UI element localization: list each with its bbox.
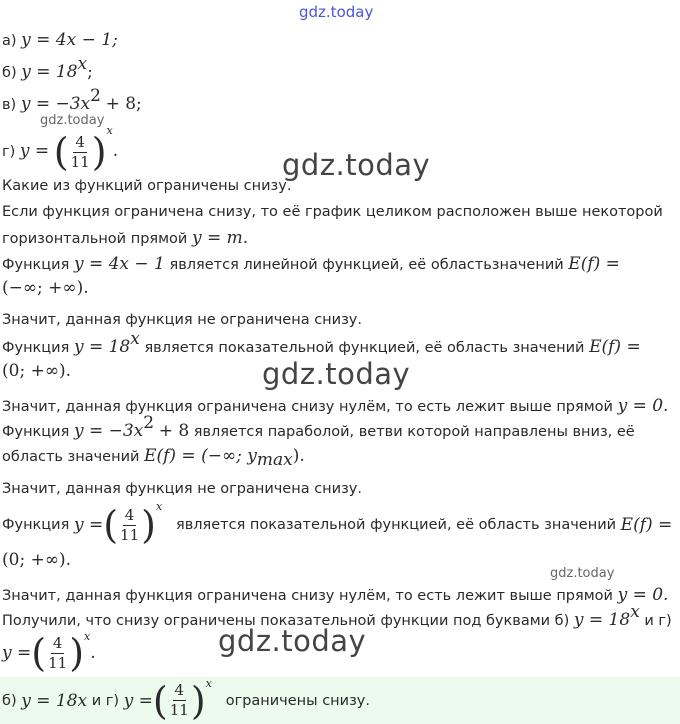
answer-fraction: $\frac{4}{11}$ <box>169 681 189 719</box>
result-line: Получили, что снизу ограничены показательной функции под буквами б) $y = 18^x$ и г) <box>2 602 672 630</box>
item-v-label: в) <box>2 97 17 113</box>
watermark-small-2: gdz.today <box>550 566 615 581</box>
function-3-conclusion: Значит, данная функция не ограничена снизу. <box>2 481 362 497</box>
item-a-expr: y = 4x − 1; <box>21 30 118 50</box>
result-fraction: $\frac{4}{11}$ <box>48 633 68 672</box>
question-text: Какие из функций ограничены снизу. <box>2 178 292 194</box>
watermark-top: gdz.today <box>299 3 374 21</box>
answer-line: б) y = 18 x и г) y = ( $\frac{4}{11}$ ) x ограничены снизу. <box>2 677 370 723</box>
function-4-line: Функция y = ( $\frac{4}{11}$ ) x является показательной функцией, её область значений E(f) = <box>2 500 673 547</box>
item-g-label: г) <box>2 144 16 160</box>
item-b-tail: ; <box>87 62 93 82</box>
item-g-pre: y = <box>19 141 50 161</box>
watermark-large-2: gdz.today <box>262 357 411 391</box>
function-2-conclusion: Значит, данная функция ограничена снизу нулём, то есть лежит выше прямой y = 0. <box>2 396 669 416</box>
definition-line-1: Если функция ограничена снизу, то её график целиком расположен выше некоторой <box>2 204 663 220</box>
function-3-line-2: область значений E(f) = (−∞; $y_{max}$). <box>2 446 305 470</box>
watermark-large-3: gdz.today <box>218 624 367 658</box>
item-a <box>2 30 118 50</box>
definition-line-2: горизонтальной прямой y = m. <box>2 228 249 248</box>
item-g-exp: x <box>106 124 113 137</box>
function-1-line: Функция y = 4x − 1 является линейной функцией, её областьзначений E(f) = <box>2 254 620 274</box>
function-4-fraction: $\frac{4}{11}$ <box>120 505 140 544</box>
function-2-range: (0; +∞). <box>2 361 72 381</box>
item-b-label: б) <box>2 65 17 81</box>
function-4-conclusion: Значит, данная функция ограничена снизу нулём, то есть лежит выше прямой y = 0. <box>2 585 669 605</box>
function-1-range: (−∞; +∞). <box>2 278 89 298</box>
item-v-pre: y = −3x <box>20 94 91 114</box>
result-line-2: y = ( $\frac{4}{11}$ ) x . <box>2 630 96 675</box>
item-b-base: y = 18 <box>21 62 78 82</box>
item-b <box>2 54 93 82</box>
function-4-range: (0; +∞). <box>2 550 72 570</box>
item-b-exp: x <box>77 54 88 74</box>
function-1-conclusion: Значит, данная функция не ограничена снизу. <box>2 312 362 328</box>
item-g-fraction: $\frac{4}{11}$ <box>70 132 90 171</box>
watermark-large-1: gdz.today <box>282 148 431 182</box>
item-a-label: а) <box>2 33 17 49</box>
function-3-line: Функция $y = -3x^2 + 8$ является параболой, ветви которой направлены вниз, её <box>2 413 635 441</box>
item-v <box>2 86 142 114</box>
function-2-line: Функция $y = 18^x$ является показательной функцией, её область значений E(f) = <box>2 329 641 357</box>
answer-box <box>0 677 680 724</box>
item-g: г) y = ( $\frac{4}{11}$ )$^x$. <box>2 124 119 174</box>
watermark-small-1: gdz.today <box>40 113 105 128</box>
item-v-exp: 2 <box>90 86 101 106</box>
item-v-tail: + 8; <box>105 94 142 114</box>
